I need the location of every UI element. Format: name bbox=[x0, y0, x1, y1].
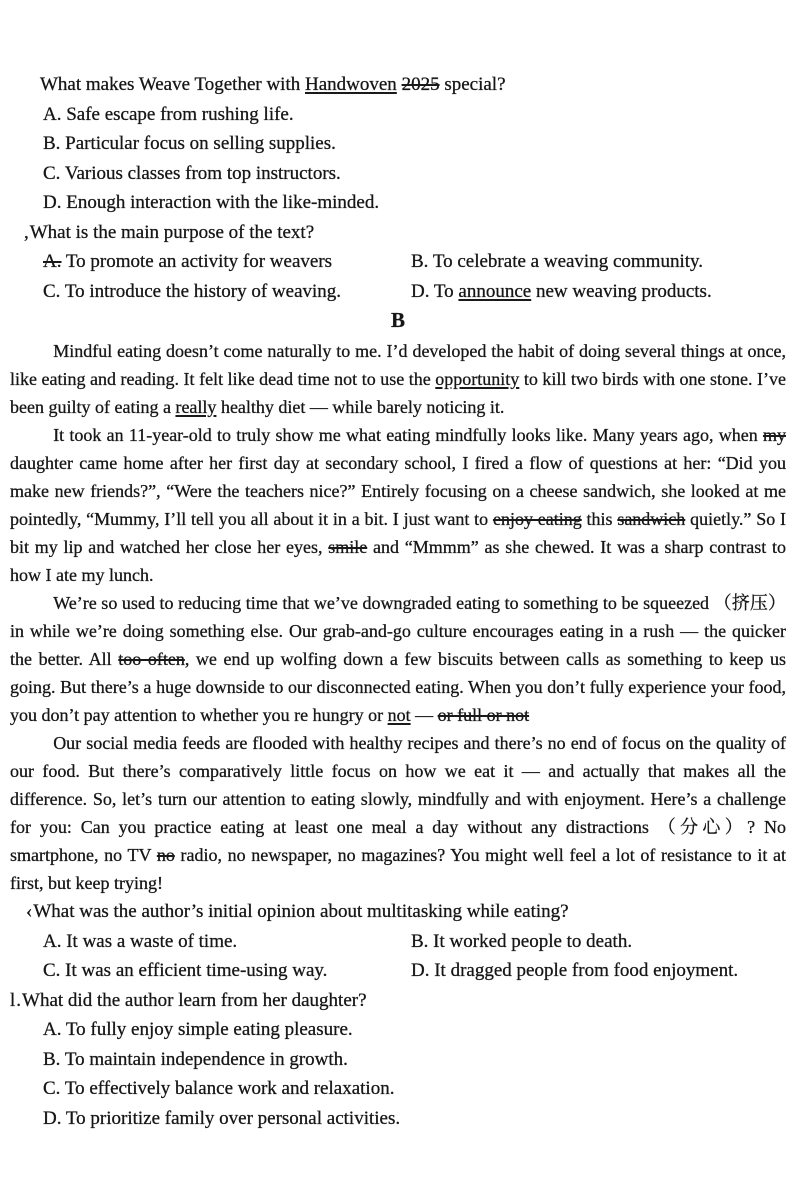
text-run: Our social media feeds are flooded with healthy recipes and there’s no end of focus on the quality of our food. But there’s comparatively little focus on how we eat it — and actually that makes all the difference. So, let’s turn our attention to eating slowly, mindfully and with enjoyment. Here’s a challenge for you: Can you practice eating at least one meal a day without any distractions （分心）? No smartphone, no TV bbox=[10, 733, 786, 865]
option-item bbox=[43, 927, 411, 957]
text-run: 2025 bbox=[401, 74, 440, 95]
question-stem bbox=[10, 218, 786, 248]
option-item bbox=[43, 247, 411, 277]
text-run: It took an 11-year-old to truly show me what eating mindfully looks like. Many years ago, when bbox=[53, 425, 763, 445]
option-item bbox=[411, 277, 786, 307]
option-item bbox=[10, 129, 786, 159]
question-group-bottom bbox=[10, 897, 786, 1133]
text-run: quietly.” So I bit my lip and watched her close her eyes, bbox=[10, 509, 786, 557]
text-run: B. It worked people to death. bbox=[411, 930, 633, 952]
question-block bbox=[10, 218, 786, 307]
passage-paragraph bbox=[10, 589, 786, 729]
question-group-top bbox=[10, 70, 786, 306]
text-run: special? bbox=[439, 74, 506, 95]
text-run: this bbox=[581, 509, 618, 529]
text-run: announce bbox=[458, 280, 532, 302]
question-block bbox=[10, 897, 786, 986]
passage-paragraph bbox=[10, 337, 786, 421]
option-item bbox=[10, 1045, 786, 1075]
passage-paragraph bbox=[10, 729, 786, 897]
cutoff-question-number: ‹ bbox=[26, 901, 34, 922]
text-run: Handwoven bbox=[305, 74, 397, 95]
text-run: Mindful eating doesn’t come naturally to me. I’d developed the habit of doing several things at once, like eating and reading. It felt like dead time not to use the bbox=[10, 341, 786, 389]
text-run: new weaving products. bbox=[531, 280, 712, 302]
text-run: C. To introduce the history of weaving. bbox=[43, 280, 342, 302]
question-block bbox=[10, 70, 786, 218]
text-run: really bbox=[175, 397, 217, 417]
text-run: We’re so used to reducing time that we’ve downgraded eating to something to be squeezed （挤压） in while we’re doing something else. Our grab-and-go culture encourages eating in a rush — the quicker the better. All bbox=[10, 593, 786, 669]
cutoff-question-number: , bbox=[24, 221, 30, 243]
text-run: healthy diet — while barely noticing it. bbox=[216, 397, 505, 417]
text-run: radio, no newspaper, no magazines? You might well feel a lot of resistance to it at first, but keep trying! bbox=[10, 845, 786, 893]
text-run: C. Various classes from top instructors. bbox=[43, 162, 341, 184]
text-run: What did the author learn from her daughter? bbox=[22, 989, 367, 1011]
text-run: smile bbox=[328, 537, 368, 557]
text-run: B. To maintain independence in growth. bbox=[43, 1048, 348, 1070]
text-run: not bbox=[387, 705, 411, 725]
text-run: D. Enough interaction with the like-minded. bbox=[43, 192, 380, 213]
text-run: D. To bbox=[411, 280, 459, 302]
text-run: What was the author’s initial opinion about multitasking while eating? bbox=[33, 901, 569, 922]
text-run: A. Safe escape from rushing life. bbox=[43, 103, 294, 125]
text-run: no bbox=[156, 845, 175, 865]
option-item bbox=[10, 188, 786, 218]
text-run: too often bbox=[118, 649, 185, 669]
option-item bbox=[10, 1015, 786, 1045]
text-run: C. To effectively balance work and relaxation. bbox=[43, 1078, 395, 1099]
question-stem bbox=[10, 897, 786, 927]
option-list bbox=[10, 1015, 786, 1133]
option-list bbox=[10, 100, 786, 218]
option-item bbox=[10, 159, 786, 189]
question-block bbox=[10, 986, 786, 1134]
text-run: , we end up wolfing down a few biscuits between calls as something to keep us going. But there’s a huge downside to our disconnected eating. When you don’t fully experience your food, you don’t pay attention to whether you re hungry or bbox=[10, 649, 786, 725]
text-run: sandwich bbox=[617, 509, 686, 529]
text-run: What is the main purpose of the text? bbox=[29, 221, 315, 243]
text-run: B. Particular focus on selling supplies. bbox=[43, 133, 336, 154]
text-run: D. To prioritize family over personal activities. bbox=[43, 1107, 401, 1129]
option-item bbox=[411, 956, 786, 986]
option-item bbox=[10, 1074, 786, 1104]
text-run: B. To celebrate a weaving community. bbox=[411, 251, 704, 272]
text-run: A. To fully enjoy simple eating pleasure. bbox=[43, 1019, 353, 1040]
text-run: — bbox=[410, 705, 438, 725]
option-item bbox=[411, 927, 786, 957]
cutoff-question-number: l. bbox=[10, 989, 23, 1011]
text-run: to kill two birds with one stone. I’ve been guilty of eating a bbox=[10, 369, 786, 417]
text-run: opportunity bbox=[435, 369, 520, 389]
text-run: enjoy eating bbox=[492, 509, 582, 529]
option-list bbox=[10, 247, 786, 306]
text-run: What makes Weave Together with bbox=[40, 74, 305, 95]
text-run: To promote an activity for weavers bbox=[61, 251, 333, 272]
option-item bbox=[10, 100, 786, 130]
option-list bbox=[10, 927, 786, 986]
question-stem bbox=[10, 986, 786, 1016]
text-run: daughter came home after her first day at secondary school, I fired a flow of questions at her: “Did you make new friends?”, “Were the teachers nice?” Entirely focusing on a cheese sandwich, she looked at me pointedly, “Mummy, I’ll tell you all about it in a bit. I just want to bbox=[10, 453, 786, 529]
text-run: or full or not bbox=[437, 705, 530, 725]
passage-section-label: B bbox=[390, 308, 405, 332]
text-run: A. bbox=[43, 251, 62, 272]
option-item bbox=[43, 277, 411, 307]
reading-passage bbox=[10, 337, 786, 897]
option-item bbox=[43, 956, 411, 986]
option-item bbox=[411, 247, 786, 277]
text-run: D. It dragged people from food enjoyment. bbox=[411, 960, 739, 981]
text-run: my bbox=[762, 425, 786, 445]
text-run: and “Mmmm” as she chewed. It was a sharp contrast to how I ate my lunch. bbox=[10, 537, 786, 585]
passage-paragraph bbox=[10, 421, 786, 589]
question-stem bbox=[10, 70, 786, 100]
text-run: A. It was a waste of time. bbox=[43, 930, 238, 952]
option-item bbox=[10, 1104, 786, 1134]
text-run: C. It was an efficient time-using way. bbox=[43, 960, 328, 981]
